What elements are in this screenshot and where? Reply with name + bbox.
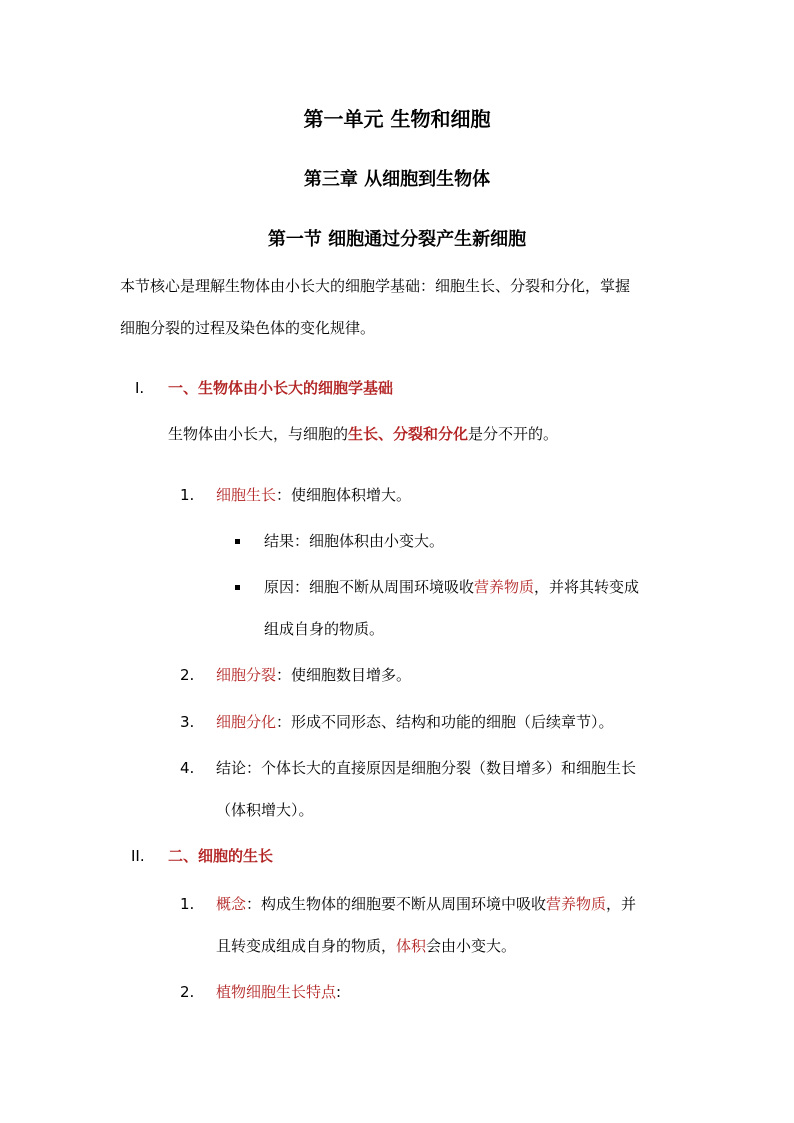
part1-lead-pre: 生物体由小长大，与细胞的 [168, 425, 349, 443]
part1-lead [168, 424, 558, 444]
p1-item2-term: 细胞分裂 [216, 666, 277, 684]
intro-line-1: 本节核心是理解生物体由小长大的细胞学基础：细胞生长、分裂和分化，掌握 [120, 277, 631, 295]
p2-item1-marker: 1. [180, 895, 195, 913]
p2-item1-cont-key: 体积 [396, 937, 427, 955]
p2-item2-text: : [336, 983, 342, 1001]
p2-item2-term: 植物细胞生长特点 [216, 983, 337, 1001]
part1-marker: I. [135, 379, 145, 397]
p2-item1-cont [216, 936, 516, 956]
p1-item4-marker: 4. [180, 759, 195, 777]
p1-item4 [216, 758, 636, 778]
p1-item2-marker: 2. [180, 666, 195, 684]
p1-item1-marker: 1. [180, 486, 195, 504]
p1-item1-term: 细胞生长 [216, 486, 277, 504]
p2-item1-cont-pre: 且转变成组成自身的物质， [216, 937, 397, 955]
p2-item2-marker: 2. [180, 983, 195, 1001]
bullet-icon [235, 539, 240, 544]
section-title: 第一节 细胞通过分裂产生新细胞 [267, 229, 527, 250]
unit-title: 第一单元 生物和细胞 [303, 107, 491, 131]
part2-heading: 二、细胞的生长 [168, 847, 274, 865]
intro-line-2: 细胞分裂的过程及染色体的变化规律。 [120, 319, 376, 337]
p1-item1-sub2-pre: 原因：细胞不断从周围环境吸收 [264, 578, 475, 596]
p2-item1-key: 营养物质 [546, 895, 607, 913]
p1-item2-text: ：使细胞数目增多。 [276, 666, 412, 684]
p1-item3-marker: 3. [180, 713, 195, 731]
p1-item3-term: 细胞分化 [216, 713, 277, 731]
p2-item1-term: 概念 [216, 895, 247, 913]
part1-lead-post: 是分不开的。 [468, 425, 559, 443]
p1-item1 [216, 485, 411, 505]
p1-item4-text: ：个体长大的直接原因是细胞分裂（数目增多）和细胞生长 [246, 759, 637, 777]
part1-lead-key: 生长、分裂和分化 [348, 425, 469, 443]
p1-item4-term: 结论 [216, 759, 247, 777]
p1-item1-text: ：使细胞体积增大。 [276, 486, 412, 504]
p1-item1-sub2 [264, 577, 639, 597]
part2-marker: II. [131, 847, 145, 865]
p2-item1 [216, 894, 636, 914]
p2-item1-pre: ：构成生物体的细胞要不断从周围环境中吸收 [246, 895, 547, 913]
p2-item2 [216, 982, 341, 1002]
p1-item2 [216, 665, 411, 685]
p1-item3-text: ：形成不同形态、结构和功能的细胞（后续章节）。 [276, 713, 614, 731]
p1-item3 [216, 712, 614, 732]
p2-item1-cont-post: 会由小变大。 [426, 937, 517, 955]
p1-item4-cont: （体积增大）。 [216, 801, 314, 819]
p1-item1-sub2-key: 营养物质 [474, 578, 535, 596]
chapter-title: 第三章 从细胞到生物体 [303, 169, 491, 190]
p1-item1-sub2-cont: 组成自身的物质。 [264, 620, 385, 638]
p2-item1-post: ，并 [606, 895, 637, 913]
p1-item1-sub1: 结果：细胞体积由小变大。 [264, 532, 445, 550]
bullet-icon [235, 585, 240, 590]
part1-heading: 一、生物体由小长大的细胞学基础 [168, 379, 394, 397]
p1-item1-sub2-post: ，并将其转变成 [534, 578, 640, 596]
